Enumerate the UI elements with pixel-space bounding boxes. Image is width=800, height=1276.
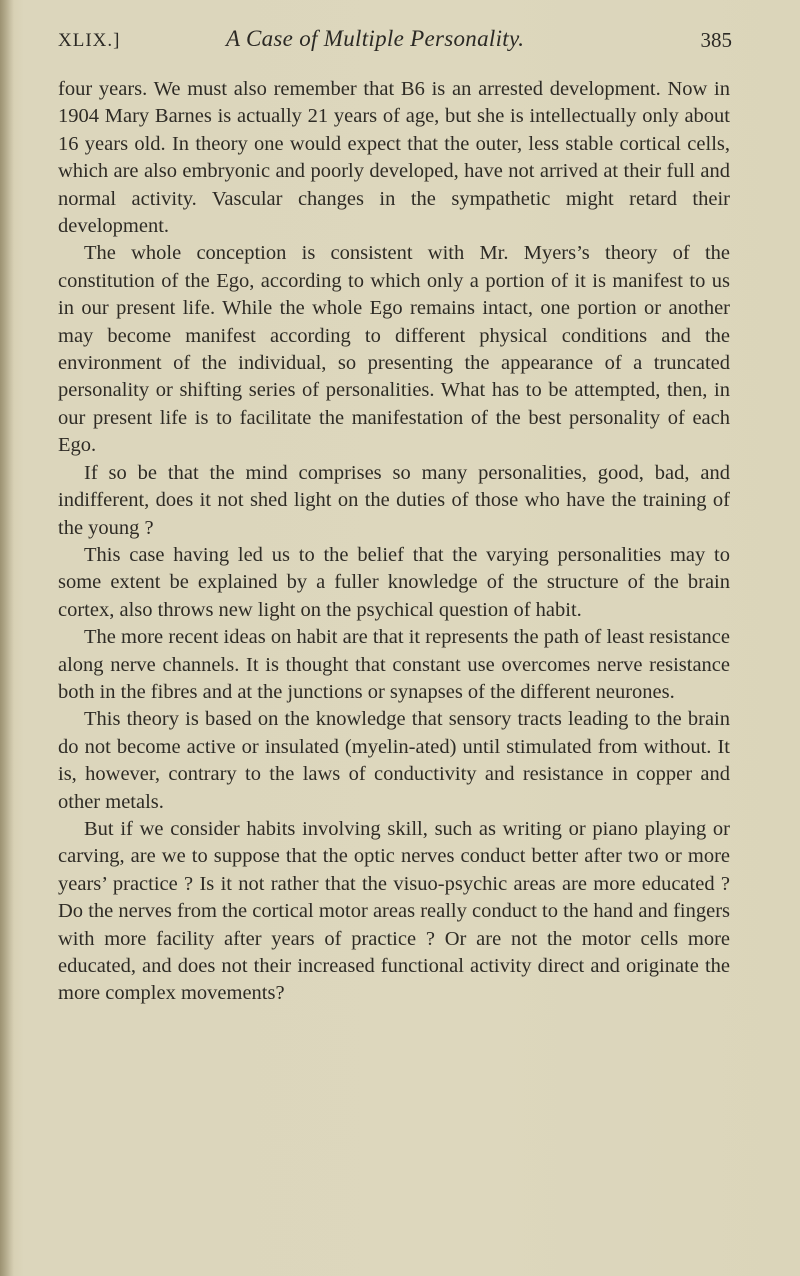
paragraph-3: If so be that the mind comprises so many personalities, good, bad, and indifferent, does it not shed light on the duties of those who have the training of the young ? [58,461,730,539]
page-number: 385 [700,28,732,52]
paragraph-2: The whole conception is consistent with Mr. Myers’s theory of the constitution of the Ego, according to which only a portion of it is manifest to us in our present life. While the whole Ego remains intact, one portion or another may become manifest according to different physical conditions and the environment of the individual, so presenting the appearance of a truncated personality or shifting series of personalities. What has to be attempted, then, in our present life is to facilitate the manifestation of the best personality of each Ego. [58,242,730,457]
paragraph-5: The more recent ideas on habit are that it represents the path of least resistance along nerve channels. It is thought that constant use overcomes nerve resistance both in the fibres and at the junctions or synapses of the different neurones. [58,626,730,703]
paragraph-7: But if we consider habits involving skill, such as writing or piano playing or carving, are we to suppose that the optic nerves conduct better after two or more years’ practice ? Is it not rather that the visuo-psychic areas are more educated ? Do the nerves from the cortical motor areas really conduct to the hand and fingers with more facility after years of practice ? Or are not the motor cells more educated, and does not their increased functional activity direct and originate the more complex movements? [58,817,730,1005]
running-header [58,24,732,58]
running-title: A Case of Multiple Personality. [226,26,525,51]
paragraph-6: This theory is based on the knowledge that sensory tracts leading to the brain do not become active or insulated (myelin-ated) until stimulated from without. It is, however, contrary to the laws of conductivity and resistance in copper and other metals. [58,708,730,813]
body-text [58,76,730,1008]
paragraph-1: four years. We must also remember that B6 is an arrested development. Now in 1904 Mary Barnes is actually 21 years of age, but she is intellectually only about 16 years old. In theory one would expect that the outer, less stable cortical cells, which are also embryonic and poorly developed, have not arrived at their full and normal activity. Vascular changes in the sympathetic might retard their development. [58,78,730,238]
binding-shadow [0,0,14,1276]
paragraph-4: This case having led us to the belief that the varying personalities may to some extent be explained by a fuller knowledge of the structure of the brain cortex, also throws new light on the psychical question of habit. [58,543,730,621]
chapter-number: XLIX.] [58,30,121,51]
